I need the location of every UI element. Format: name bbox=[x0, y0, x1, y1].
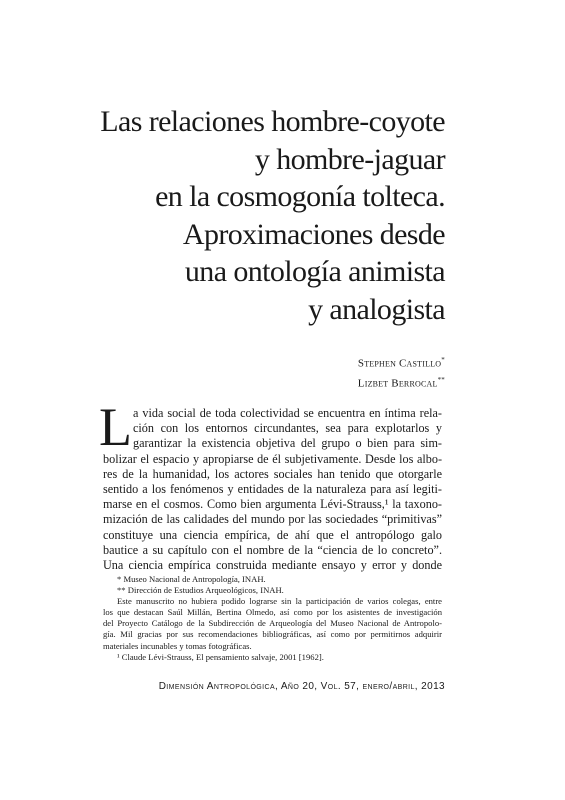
body-line: a vida social de toda colectividad se encuentra en íntima rela- bbox=[133, 406, 442, 420]
title-line: Aproximaciones desde bbox=[182, 217, 445, 251]
body-line: bautice a su capítulo con el nombre de la “ciencia de lo concreto”. bbox=[103, 542, 442, 557]
footnote-affiliation-2: ** Dirección de Estudios Arqueológicos, INAH. bbox=[117, 585, 284, 596]
footnote-reference: ¹ Claude Lévi-Strauss, El pensamiento salvaje, 2001 [1962]. bbox=[117, 651, 324, 662]
body-line: constituye una ciencia empírica, de ahí que el antropólogo galo bbox=[103, 527, 442, 542]
footnote-ack-line: materiales incunables y tomas fotográficas. bbox=[103, 640, 252, 651]
article-title bbox=[100, 103, 445, 328]
author-list bbox=[358, 352, 445, 391]
body-paragraph bbox=[99, 397, 442, 573]
author-name-text: Stephen Castillo bbox=[357, 357, 442, 370]
footnote-ack-line: los que destacan Saúl Millán, Bertina Olmedo, así como por los asistentes de investigación bbox=[103, 607, 442, 618]
body-line: ción con los entornos circundantes, sea para explotarlos y bbox=[133, 421, 442, 436]
body-line: sentido a los fenómenos y entidades de la naturaleza para así legiti- bbox=[103, 481, 442, 496]
body-line: bolizar el espacio y apropiarse de él subjetivamente. Desde los albo- bbox=[103, 451, 442, 466]
author-footnote-mark: ** bbox=[437, 375, 445, 384]
footnote-affiliation-1: * Museo Nacional de Antropología, INAH. bbox=[117, 574, 266, 584]
drop-cap: L bbox=[99, 397, 132, 457]
title-line: y hombre-jaguar bbox=[254, 142, 445, 176]
footnote-ack-line: Este manuscrito no hubiera podido lograrse sin la participación de varios colegas, entre bbox=[117, 596, 442, 607]
body-line: mización de las calidades del mundo por las sociedades “primitivas” bbox=[103, 512, 442, 527]
title-line: en la cosmogonía tolteca. bbox=[155, 180, 445, 213]
title-line: una ontología animista bbox=[184, 255, 445, 288]
footnote-ack-line: gía. Mil gracias por sus recomendaciones bibliográficas, así como por permitirnos adquirir bbox=[103, 629, 442, 640]
author-name bbox=[358, 372, 445, 392]
footnotes bbox=[103, 574, 442, 663]
author-footnote-mark: * bbox=[441, 356, 445, 364]
journal-footer: Dimensión Antropológica, Año 20, Vol. 57, enero/abril, 2013 bbox=[158, 681, 445, 692]
body-line: Una ciencia empírica construida mediante ensayo y error y donde bbox=[103, 557, 442, 572]
body-line: garantizar la existencia objetiva del grupo o bien para sim- bbox=[133, 436, 442, 451]
author-name-text: Lizbet Berrocal bbox=[357, 377, 438, 390]
footnote-ack-line: del Proyecto Catálogo de la Subdirección de Arqueología del Museo Nacional de Antropolo- bbox=[103, 618, 442, 629]
title-line: y analogista bbox=[308, 292, 445, 326]
body-line: marse en el cosmos. Como bien argumenta Lévi-Strauss,¹ la taxono- bbox=[103, 497, 442, 512]
body-line: res de la humanidad, los actores sociales han tenido que otorgarle bbox=[103, 466, 442, 481]
title-line: Las relaciones hombre-coyote bbox=[100, 105, 445, 138]
author-name bbox=[358, 352, 445, 372]
